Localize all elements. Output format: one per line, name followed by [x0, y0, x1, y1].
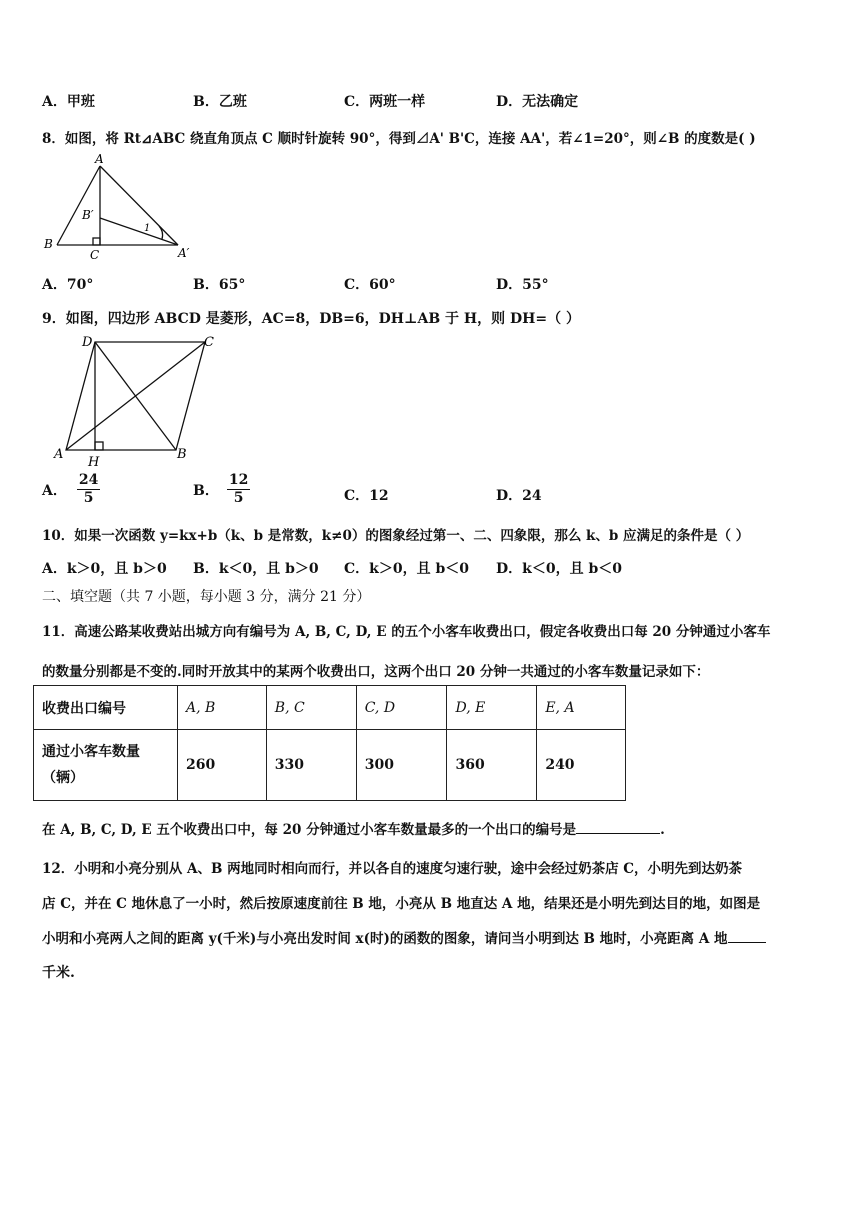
- q8-label-b-prime: B′: [82, 208, 94, 222]
- q11-table-pair: B, C: [266, 686, 356, 730]
- q12-line-4: 千米.: [42, 965, 75, 981]
- q9-right-angle-mark: [95, 442, 103, 450]
- q8-label-b: B: [44, 237, 53, 251]
- q8-right-angle-mark: [93, 238, 100, 245]
- q11-table-count: 260: [178, 730, 267, 801]
- q11-table-row-label: [34, 730, 178, 801]
- q9-figure: [50, 330, 230, 470]
- q7-option-d: D．无法确定: [496, 94, 579, 110]
- q9-option-d: D．24: [496, 488, 542, 504]
- q11-table-pair: E, A: [537, 686, 626, 730]
- q9-option-a: [42, 472, 100, 507]
- q11-table-header-row: [34, 686, 626, 730]
- q9-option-c: C．12: [344, 488, 389, 504]
- q11-table: [33, 685, 626, 801]
- q9-label-c: C: [204, 335, 214, 350]
- q9-option-a-denominator: 5: [83, 490, 94, 506]
- q8-option-a: A．70°: [42, 277, 94, 293]
- q10-option-b: B．k＜0，且 b＞0: [193, 561, 319, 577]
- q12-line-3: [42, 927, 766, 947]
- q7-option-a: A．甲班: [42, 94, 95, 110]
- q11-table-count: 300: [356, 730, 447, 801]
- q11-table-pair: C, D: [356, 686, 447, 730]
- q9-option-a-numerator: 24: [78, 472, 99, 488]
- q11-line-2: 的数量分别都是不变的.同时开放其中的某两个收费出口，这两个出口 20 分钟一共通过的小客车数量记录如下：: [42, 664, 710, 680]
- q10-option-d: D．k＜0，且 b＜0: [496, 561, 622, 577]
- q8-edge-aa-prime: [100, 166, 178, 245]
- q11-question-end: .: [660, 822, 665, 838]
- q12-answer-blank[interactable]: [728, 928, 766, 943]
- q8-option-d: D．55°: [496, 277, 549, 293]
- q7-option-c: C．两班一样: [344, 94, 426, 110]
- q9-label-h: H: [88, 455, 100, 470]
- q9-option-b-label: B．: [193, 482, 219, 499]
- q8-option-c: C．60°: [344, 277, 396, 293]
- q11-table-row-label-line-2: （辆）: [42, 770, 84, 786]
- q9-option-a-label: A．: [42, 482, 67, 499]
- q9-option-b-numerator: 12: [228, 472, 249, 488]
- q11-answer-blank[interactable]: [576, 819, 660, 834]
- q12-line-1: 12．小明和小亮分别从 A、B 两地同时相向而行，并以各自的速度匀速行驶，途中会经过奶茶店 C，小明先到达奶茶: [42, 861, 743, 877]
- q11-table-count: 360: [447, 730, 537, 801]
- q9-diagonal-db: [95, 342, 176, 450]
- q11-table-count: 240: [537, 730, 626, 801]
- q10-option-c: C．k＞0，且 b＜0: [344, 561, 469, 577]
- q10-option-a: A．k＞0，且 b＞0: [42, 561, 167, 577]
- q9-label-d: D: [82, 335, 93, 350]
- q11-question-text: 在 A, B, C, D, E 五个收费出口中，每 20 分钟通过小客车数量最多的一个出口的编号是: [42, 822, 577, 838]
- q11-table-count-row: [34, 730, 626, 801]
- q11-table-count: 330: [266, 730, 356, 801]
- q8-edge-b-prime-a-prime: [100, 218, 178, 245]
- q7-option-b: B．乙班: [193, 94, 247, 110]
- q8-label-c: C: [90, 248, 100, 262]
- q9-label-a: A: [54, 447, 64, 462]
- q8-edge-ab: [57, 166, 100, 245]
- q8-figure: [38, 150, 208, 262]
- q9-text: 9．如图，四边形 ABCD 是菱形，AC=8，DB=6，DH⊥AB 于 H，则 DH=（ ）: [42, 311, 580, 327]
- q8-text: 8．如图，将 Rt⊿ABC 绕直角顶点 C 顺时针旋转 90°，得到⊿A' B'C，连接 AA'，若∠1=20°，则∠B 的度数是( ): [42, 131, 756, 147]
- section-2-title: 二、填空题（共 7 小题，每小题 3 分，满分 21 分）: [42, 589, 371, 605]
- q11-line-1: 11．高速公路某收费站出城方向有编号为 A, B, C, D, E 的五个小客车收费出口，假定各收费出口每 20 分钟通过小客车: [42, 624, 771, 640]
- q12-line-3-text: 小明和小亮两人之间的距离 y(千米)与小亮出发时间 x(时)的函数的图象，请问当小明到达 B 地时，小亮距离 A 地: [42, 931, 728, 947]
- q9-option-a-fraction: [77, 472, 100, 507]
- q9-option-b-denominator: 5: [233, 490, 244, 506]
- q11-question: [42, 818, 665, 838]
- q9-option-b-fraction: [227, 472, 250, 507]
- q11-table-header-label: 收费出口编号: [34, 686, 178, 730]
- q9-label-b: B: [177, 447, 187, 462]
- q11-table-row-label-line-1: 通过小客车数量: [42, 744, 140, 760]
- q11-table-pair: D, E: [447, 686, 537, 730]
- q8-label-a-prime: A′: [178, 246, 190, 260]
- q12-line-2: 店 C，并在 C 地休息了一小时，然后按原速度前往 B 地，小亮从 B 地直达 A 地，结果还是小明先到达目的地，如图是: [42, 896, 761, 912]
- q11-table-pair: A, B: [178, 686, 267, 730]
- q9-option-b: [193, 472, 250, 507]
- q8-label-a: A: [95, 152, 104, 166]
- q8-label-angle-1: 1: [144, 223, 151, 234]
- q8-option-b: B．65°: [193, 277, 246, 293]
- q10-text: 10．如果一次函数 y=kx+b（k、b 是常数，k≠0）的图象经过第一、二、四象限，那么 k、b 应满足的条件是（ ）: [42, 528, 750, 544]
